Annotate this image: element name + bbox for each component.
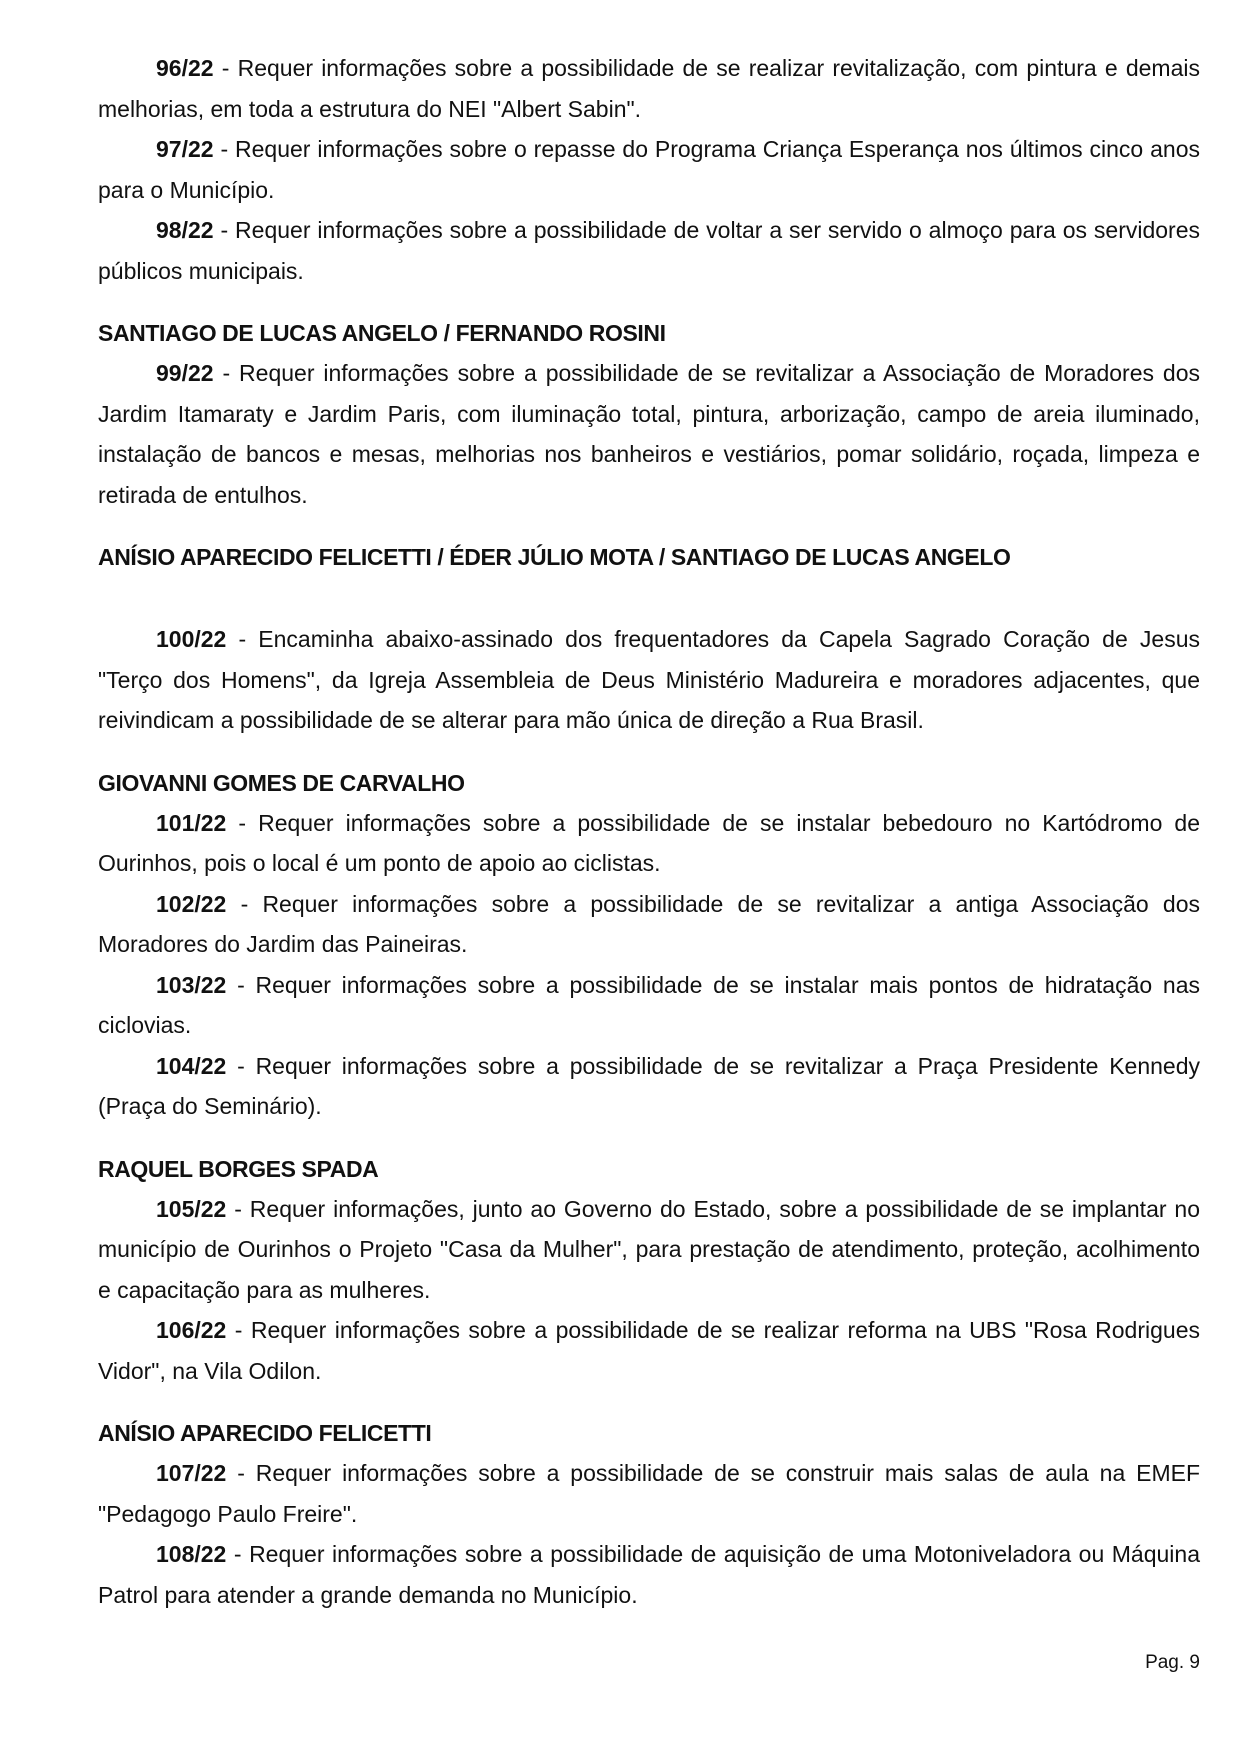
request-number: 104/22 [156,1052,227,1079]
request-item [98,1189,1200,1311]
request-text: - Requer informações sobre a possibilidade de se realizar reforma na UBS "Rosa Rodrigues Vidor", na Vila Odilon. [98,1317,1200,1384]
request-text: - Requer informações sobre o repasse do Programa Criança Esperança nos últimos cinco anos para o Município. [98,136,1200,203]
section [98,313,1200,515]
section [98,1413,1200,1615]
request-text: - Requer informações sobre a possibilidade de se realizar revitalização, com pintura e demais melhorias, em toda a estrutura do NEI "Albert Sabin". [98,55,1200,122]
section [98,763,1200,1127]
author-heading: ANÍSIO APARECIDO FELICETTI [98,1420,432,1446]
author-heading: SANTIAGO DE LUCAS ANGELO / FERNANDO ROSINI [98,320,666,346]
section [98,1149,1200,1392]
request-number: 107/22 [156,1460,227,1486]
request-number: 106/22 [156,1317,227,1343]
request-text: - Requer informações sobre a possibilidade de voltar a ser servido o almoço para os servidores públicos municipais. [98,217,1200,284]
request-number: 100/22 [156,626,227,652]
request-number: 98/22 [156,217,214,243]
request-text: - Requer informações sobre a possibilidade de se revitalizar a Praça Presidente Kennedy (Praça do Seminário). [98,1052,1200,1119]
request-item [98,803,1200,884]
request-text: - Encaminha abaixo-assinado dos frequentadores da Capela Sagrado Coração de Jesus "Terço dos Homens", da Igreja Assembleia de Deus Ministério Madureira e moradores adjacentes, que reivindicam a possibilidade de se alterar para mão única de direção a Rua Brasil. [98,626,1200,733]
request-text: - Requer informações sobre a possibilidade de se revitalizar a antiga Associação dos Moradores do Jardim das Paineiras. [98,890,1200,957]
request-text: - Requer informações sobre a possibilidade de aquisição de uma Motoniveladora ou Máquina Patrol para atender a grande demanda no Município. [98,1541,1200,1608]
request-item [98,1310,1200,1391]
request-text: - Requer informações sobre a possibilidade de se construir mais salas de aula na EMEF "Pedagogo Paulo Freire". [98,1460,1200,1527]
page-number: Pag. 9 [1145,1652,1200,1673]
request-item [98,1453,1200,1534]
request-item [98,129,1200,210]
request-item [98,1534,1200,1615]
request-number: 108/22 [156,1541,227,1567]
request-number: 99/22 [156,360,214,386]
request-text: - Requer informações sobre a possibilidade de se instalar mais pontos de hidratação nas ciclovias. [98,971,1200,1038]
author-heading: ANÍSIO APARECIDO FELICETTI / ÉDER JÚLIO MOTA / SANTIAGO DE LUCAS ANGELO [98,544,1011,570]
request-item [98,1046,1200,1127]
request-item [98,48,1200,129]
request-item [98,210,1200,291]
section [98,537,1200,741]
request-text: - Requer informações, junto ao Governo do Estado, sobre a possibilidade de se implantar no município de Ourinhos o Projeto "Casa da Mulher", para prestação de atendimento, proteção, acolhimento e capacitação para as mulheres. [98,1195,1200,1303]
author-heading: RAQUEL BORGES SPADA [98,1155,379,1182]
request-item [98,884,1200,965]
request-number: 101/22 [156,809,227,836]
request-item [98,965,1200,1046]
request-number: 102/22 [156,890,227,917]
request-number: 97/22 [156,136,214,162]
request-text: - Requer informações sobre a possibilidade de se revitalizar a Associação de Moradores dos Jardim Itamaraty e Jardim Paris, com iluminação total, pintura, arborização, campo de areia iluminado, instalação de bancos e mesas, melhorias nos banheiros e vestiários, pomar solidário, roçada, limpeza e retirada de entulhos. [98,360,1200,508]
request-item [98,619,1200,741]
request-number: 105/22 [156,1195,227,1222]
section [98,48,1200,291]
request-number: 96/22 [156,55,214,81]
request-text: - Requer informações sobre a possibilidade de se instalar bebedouro no Kartódromo de Ourinhos, pois o local é um ponto de apoio ao ciclistas. [98,809,1200,876]
request-number: 103/22 [156,971,227,998]
author-heading: GIOVANNI GOMES DE CARVALHO [98,769,465,796]
document-body [98,48,1200,1615]
request-item [98,353,1200,515]
